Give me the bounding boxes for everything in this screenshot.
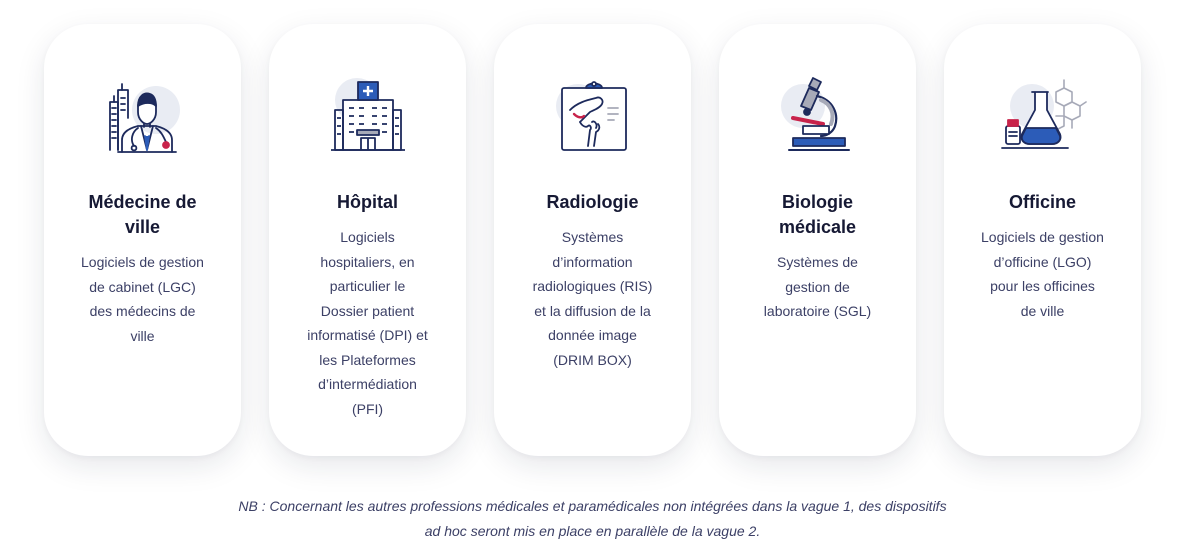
card-title: Radiologie <box>546 192 639 212</box>
card-radiologie[interactable] <box>494 24 691 456</box>
footnote: NB : Concernant les autres professions médicales et paramédicales non intégrées dans la vague 1, des dispositifs ad hoc seront mis en place en parallèle de la vague 2. <box>238 498 947 539</box>
card-title: Médecine de ville <box>88 192 197 237</box>
card-title: Officine <box>1008 192 1076 212</box>
microscope-icon <box>773 70 863 160</box>
category-cards <box>44 24 1141 456</box>
card-biologie-medicale[interactable] <box>719 24 916 456</box>
xray-clipboard-icon <box>548 70 638 160</box>
card-medecine-de-ville[interactable] <box>44 24 241 456</box>
card-title: Biologie médicale <box>778 192 857 237</box>
card-title: Hôpital <box>337 192 398 212</box>
doctor-icon <box>98 70 188 160</box>
card-description: Logiciels hospitaliers, en particulier le Dossier patient informatisé (DPI) et les Plateformes d’intermédiation (PFI) <box>307 229 428 417</box>
flask-molecule-icon <box>998 70 1088 160</box>
card-officine[interactable] <box>944 24 1141 456</box>
card-description: Systèmes d’information radiologiques (RIS) et la diffusion de la donnée image (DRIM BOX) <box>532 229 653 368</box>
card-description: Logiciels de gestion d’officine (LGO) pour les officines de ville <box>981 229 1104 319</box>
hospital-icon <box>323 70 413 160</box>
card-hopital[interactable] <box>269 24 466 456</box>
card-description: Logiciels de gestion de cabinet (LGC) des médecins de ville <box>81 254 204 344</box>
card-description: Systèmes de gestion de laboratoire (SGL) <box>763 254 872 319</box>
